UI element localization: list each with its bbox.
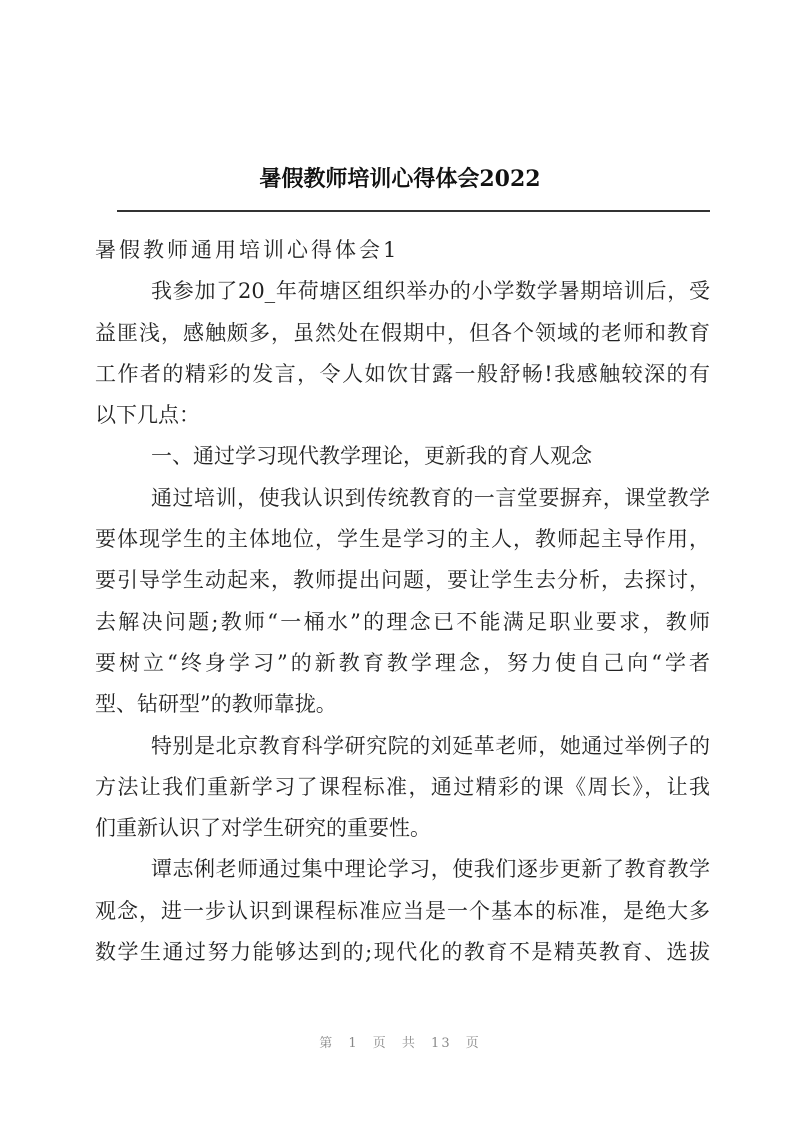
paragraph-line: 通过培训，使我认识到传统教育的一言堂要摒弃，课堂教学 bbox=[151, 485, 710, 510]
document-body bbox=[95, 230, 710, 973]
paragraph-line: 去解决问题;教师“一桶水”的理念已不能满足职业要求，教师 bbox=[95, 609, 710, 634]
paragraph-line: 一、通过学习现代教学理论，更新我的育人观念 bbox=[151, 444, 592, 469]
section-heading: 暑假教师通用培训心得体会1 bbox=[95, 238, 400, 262]
paragraph-line: 观念，进一步认识到课程标准应当是一个基本的标准，是绝大多 bbox=[95, 898, 710, 923]
paragraph-line: 益匪浅，感触颇多，虽然处在假期中，但各个领域的老师和教育 bbox=[95, 320, 710, 345]
paragraph-line: 数学生通过努力能够达到的;现代化的教育不是精英教育、选拔 bbox=[95, 940, 710, 965]
paragraph-line: 要树立“终身学习”的新教育教学理念，努力使自己向“学者 bbox=[95, 650, 710, 675]
paragraph-line: 谭志俐老师通过集中理论学习，使我们逐步更新了教育教学 bbox=[151, 857, 710, 882]
paragraph-line: 特别是北京教育科学研究院的刘延革老师，她通过举例子的 bbox=[151, 733, 710, 758]
document-title: 暑假教师培训心得体会2022 bbox=[259, 166, 541, 192]
paragraph-line: 以下几点： bbox=[95, 403, 200, 428]
paragraph-line: 们重新认识了对学生研究的重要性。 bbox=[95, 816, 431, 841]
paragraph-line: 方法让我们重新学习了课程标准，通过精彩的课《周长》，让我 bbox=[95, 774, 710, 799]
page-number-footer: 第 1 页 共 13 页 bbox=[319, 1036, 481, 1051]
paragraph-line: 要体现学生的主体地位，学生是学习的主人，教师起主导作用， bbox=[95, 527, 710, 552]
title-divider bbox=[117, 210, 710, 212]
paragraph-line: 型、钻研型”的教师靠拢。 bbox=[95, 692, 337, 717]
paragraph-line: 工作者的精彩的发言，令人如饮甘露一般舒畅!我感触较深的有 bbox=[95, 361, 710, 386]
paragraph-line: 要引导学生动起来，教师提出问题，要让学生去分析，去探讨， bbox=[95, 568, 710, 593]
paragraph-line: 我参加了20_年荷塘区组织举办的小学数学暑期培训后，受 bbox=[151, 279, 710, 304]
